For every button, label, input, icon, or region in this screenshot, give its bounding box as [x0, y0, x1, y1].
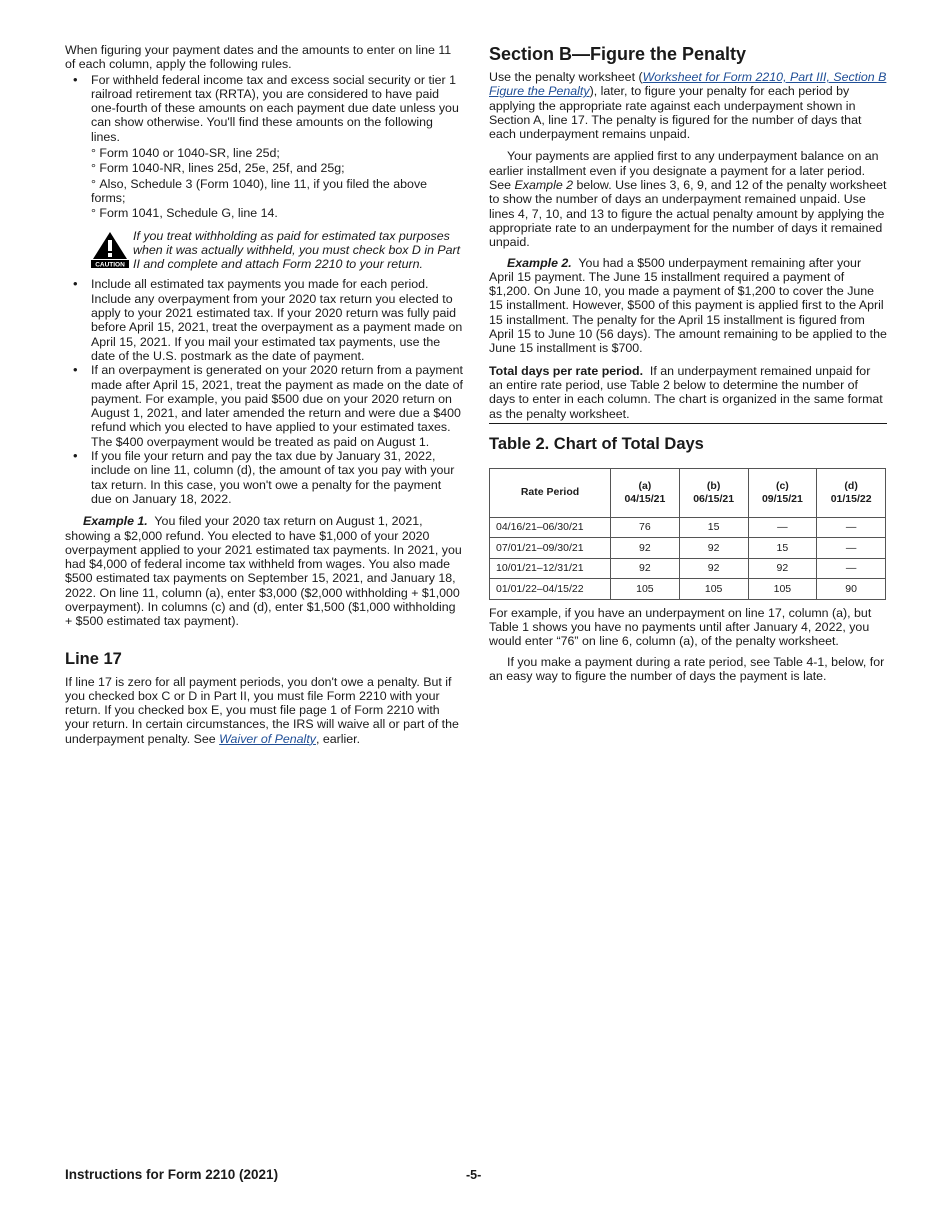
- list-item: ° Form 1041, Schedule G, line 14.: [91, 206, 463, 220]
- line-17-end: , earlier.: [315, 731, 361, 746]
- table-cell: —: [817, 558, 886, 579]
- withholding-rule-text: For withheld federal income tax and excess social security or tier 1 railroad retirement tax (RRTA), you are considered to have paid one-fourth of these amounts on each payment due date unless you can show otherwise. You'll find these amounts on the following lines.: [91, 72, 459, 144]
- table-cell: —: [817, 517, 886, 538]
- example-2-label: Example 2.: [507, 255, 572, 270]
- table-row: [490, 538, 886, 559]
- example-1-text: You filed your 2020 tax return on August 1, 2021, showing a $2,000 refund. You elected to have $1,000 of your 2020 overpayment applied to your 2021 estimated tax payments. In 2021, you had $4,000 of federal income tax withheld from wages. You also made $500 estimated tax payments on September 15, 2021, and January 18, 2022. On line 11, column (a), enter $3,000 ($2,000 withholding + $1,000 overpayment). In columns (c) and (d), enter $1,500 ($1,000 withholding + $500 estimated tax payment).: [65, 514, 462, 629]
- table-row: [490, 558, 886, 579]
- chart-of-total-days-table: [489, 468, 886, 600]
- column-c-header: (c) 09/15/21: [748, 468, 817, 517]
- caution-label: CAUTION: [95, 261, 125, 268]
- right-column: [489, 43, 887, 683]
- column-d-header: (d) 01/15/22: [817, 468, 886, 517]
- page-number: -5-: [466, 1168, 482, 1182]
- table-cell: —: [817, 538, 886, 559]
- list-item: [65, 73, 463, 272]
- total-days-text: If an underpayment remained unpaid for an entire rate period, use Table 2 below to determine the number of days to enter in each column. The chart is organized in the same format as the penalty worksheet.: [489, 363, 883, 421]
- table-cell: 15: [679, 517, 748, 538]
- line-17-paragraph: [65, 675, 463, 746]
- column-b-header: (b) 06/15/21: [679, 468, 748, 517]
- waiver-of-penalty-link[interactable]: Waiver of Penalty: [219, 731, 316, 746]
- list-item: • If an overpayment is generated on your 2020 return from a payment made after April 15, 2021, treat the payment as made on the date of payment. For example, you paid $500 due on your 2020 return on August 1, 2021, and later amended the return and were due a $400 refund which you elected to have applied to your estimated taxes. The $400 overpayment would be treated as paid on August 1.: [65, 363, 463, 449]
- intro-paragraph: When figuring your payment dates and the amounts to enter on line 11 of each column, apply the following rules.: [65, 43, 452, 72]
- example-2-text: You had a $500 underpayment remaining after your April 15 payment. The June 15 installment required a payment of $1,200. On June 10, you made a payment of $1,200 to cover the June 15 installment. However, $500 of this payment is applied first to the April 15 installment. The penalty for the April 15 installment is figured from April 15 to June 10 (56 days). The amount remaining to be applied to the June 15 installment is $700.: [489, 255, 887, 356]
- rate-period-cell: 01/01/22–04/15/22: [490, 579, 611, 600]
- table-cell: 76: [611, 517, 680, 538]
- table-cell: 92: [748, 558, 817, 579]
- rate-period-payment-paragraph: If you make a payment during a rate period, see Table 4-1, below, for an easy way to figure the number of days the payment is late.: [489, 654, 885, 684]
- payment-rules-list: [65, 73, 463, 507]
- table-cell: 105: [679, 579, 748, 600]
- example-2-ref: Example 2: [514, 178, 574, 193]
- total-days-paragraph: [489, 364, 887, 424]
- table-row: [490, 579, 886, 600]
- p1-end: ), later, to figure your penalty for each period by applying the appropriate rate against each underpayment shown in Section A, line 17. The penalty is figured for the number of days that each underpayment remains unpaid.: [489, 84, 862, 142]
- line-17-text: If line 17 is zero for all payment periods, you don't owe a penalty. But if you checked box C or D in Part II, you must file Form 2210 with your return. If you checked box E, you must file page 1 of Form 2210 with your return. In certain circumstances, the IRS will waive all or part of the underpayment penalty. See: [65, 674, 459, 746]
- rate-period-header: Rate Period: [490, 468, 611, 517]
- worksheet-link[interactable]: Worksheet for Form 2210, Part III, Section B Figure the Penalty: [489, 70, 887, 99]
- p2-end: below. Use lines 3, 6, 9, and 12 of the penalty worksheet to show the number of days an underpayment remained unpaid. Use lines 4, 7, 10, and 13 to figure the actual penalty amount by applying the appropriate rate to an underpayment for the number of days it remained unpaid.: [489, 178, 887, 250]
- table-cell: 92: [679, 558, 748, 579]
- list-item: • If you file your return and pay the tax due by January 31, 2022, include on line 11, column (d), the amount of tax you pay with your tax return. In this case, you won't owe a penalty for the payment due on January 18, 2022.: [65, 449, 463, 506]
- table-cell: 92: [679, 538, 748, 559]
- list-item: ° Form 1040 or 1040-SR, line 25d;: [91, 146, 463, 160]
- payments-applied-paragraph: [489, 149, 887, 249]
- left-column: [65, 43, 463, 746]
- table-header-row: [490, 468, 886, 517]
- caution-note: [91, 229, 463, 272]
- column-a-header: (a) 04/15/21: [611, 468, 680, 517]
- table-cell: 90: [817, 579, 886, 600]
- example-1-paragraph: [65, 514, 463, 628]
- table-2-heading: Table 2. Chart of Total Days: [489, 434, 704, 453]
- table-cell: 105: [611, 579, 680, 600]
- table-cell: 92: [611, 538, 680, 559]
- table-row: [490, 517, 886, 538]
- list-item: • Include all estimated tax payments you made for each period. Include any overpayment from your 2020 tax return you elected to apply to your 2021 estimated tax. If your 2020 return was fully paid before April 15, 2021, treat the overpayment as a payment made on April 15, 2021. If you mail your estimated tax payments, use the date of the U.S. postmark as the date of payment.: [65, 277, 463, 363]
- list-item: ° Also, Schedule 3 (Form 1040), line 11, if you filed the above forms;: [91, 177, 463, 206]
- table-cell: —: [748, 517, 817, 538]
- list-item: ° Form 1040-NR, lines 25d, 25e, 25f, and 25g;: [91, 161, 463, 175]
- rate-period-cell: 07/01/21–09/30/21: [490, 538, 611, 559]
- table-example-paragraph: For example, if you have an underpayment on line 17, column (a), but Table 1 shows you have no payments until after January 4, 2022, you would enter “76” on line 6, column (a), of the penalty worksheet.: [489, 605, 872, 649]
- table-cell: 15: [748, 538, 817, 559]
- p1-start: Use the penalty worksheet (: [489, 70, 643, 84]
- caution-text: If you treat withholding as paid for estimated tax purposes when it was actually withheld, you must check box D in Part II and complete and attach Form 2210 to your return.: [133, 228, 461, 272]
- total-days-label: Total days per rate period.: [489, 363, 644, 378]
- table-cell: 105: [748, 579, 817, 600]
- footer-title: Instructions for Form 2210 (2021): [65, 1167, 279, 1182]
- rate-period-cell: 10/01/21–12/31/21: [490, 558, 611, 579]
- line-17-heading: Line 17: [65, 649, 122, 668]
- form-lines-sublist: [91, 146, 463, 220]
- p2-start: Your payments are applied first to any underpayment balance on an earlier installment even if you designate a payment for a later period. See: [489, 149, 879, 193]
- penalty-worksheet-paragraph: [489, 70, 887, 141]
- table-cell: 92: [611, 558, 680, 579]
- example-1-label: Example 1.: [83, 514, 148, 529]
- example-2-paragraph: [489, 256, 887, 356]
- rate-period-cell: 04/16/21–06/30/21: [490, 517, 611, 538]
- caution-icon: [91, 230, 129, 268]
- section-b-heading: Section B—Figure the Penalty: [489, 44, 747, 64]
